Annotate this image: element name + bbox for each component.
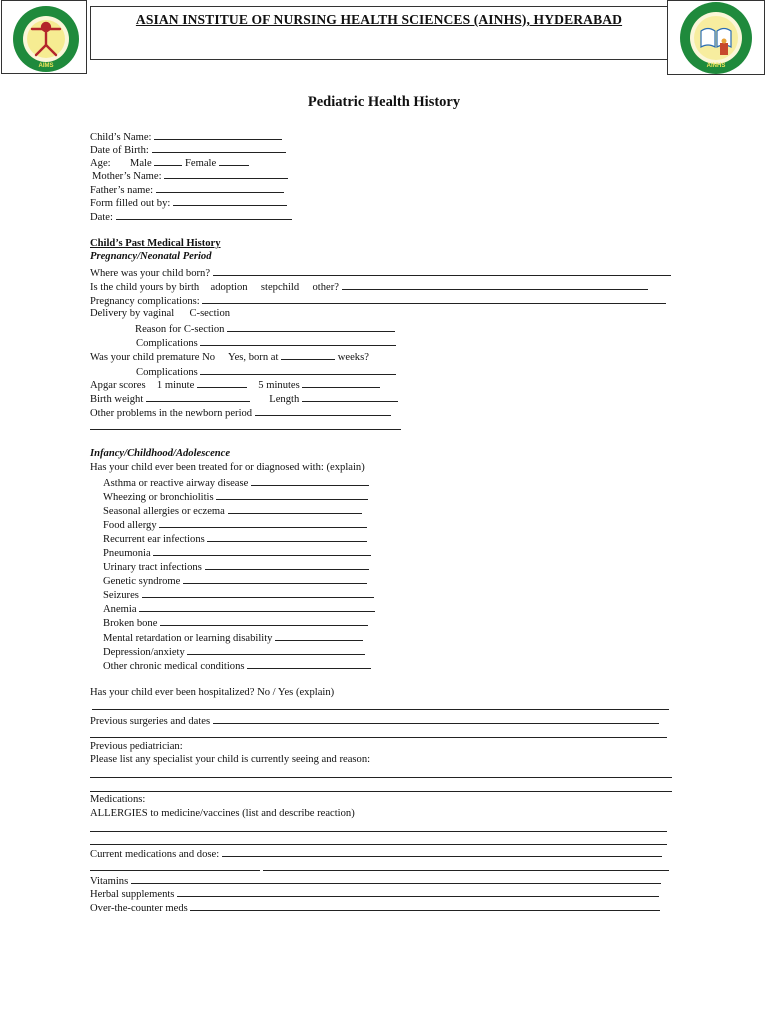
condition-label: Seasonal allergies or eczema: [103, 506, 225, 517]
condition-field[interactable]: [160, 616, 368, 626]
condition-row: [103, 560, 369, 574]
specialist-label: Please list any specialist your child is currently seeing and reason:: [90, 754, 371, 765]
yours-by-label: Is the child yours by: [90, 282, 177, 293]
mothers-name-field[interactable]: [164, 169, 288, 179]
condition-label: Urinary tract infections: [103, 562, 202, 573]
surgeries-line[interactable]: [90, 737, 667, 738]
condition-field[interactable]: [183, 574, 367, 584]
complications-label-1: Complications: [136, 338, 198, 349]
complications-row-2: [136, 365, 396, 379]
birth-label: birth: [179, 282, 200, 293]
infancy-question: Has your child ever been treated for or diagnosed with: (explain): [90, 462, 365, 473]
born-where-field[interactable]: [213, 266, 671, 276]
condition-field[interactable]: [247, 659, 371, 669]
delivery-row: [90, 308, 230, 320]
five-minutes-field[interactable]: [302, 378, 380, 388]
hospitalized-question: Has your child ever been hospitalized? No / Yes (explain): [90, 687, 335, 698]
childs-name-label: Child’s Name:: [90, 132, 152, 143]
medications-label: Medications:: [90, 794, 146, 805]
left-logo-box: [1, 0, 87, 74]
yes-born-at-label: Yes, born at: [228, 352, 279, 363]
current-meds-line-a[interactable]: [90, 870, 260, 871]
condition-row: [103, 532, 367, 546]
otc-row: [90, 901, 660, 915]
mothers-name-label: Mother’s Name:: [92, 171, 162, 182]
date-row: [90, 210, 292, 224]
condition-field[interactable]: [159, 518, 367, 528]
condition-row: [103, 659, 371, 673]
otc-field[interactable]: [190, 901, 660, 911]
condition-row: [103, 588, 374, 602]
childs-name-field[interactable]: [154, 130, 282, 140]
complications-field-2[interactable]: [200, 365, 396, 375]
institute-title-box: [90, 6, 668, 60]
condition-row: [103, 616, 368, 630]
born-where-row: [90, 266, 671, 280]
delivery-label: Delivery by: [90, 308, 141, 319]
condition-field[interactable]: [216, 490, 368, 500]
condition-field[interactable]: [153, 546, 371, 556]
other-field[interactable]: [342, 280, 648, 290]
condition-row: [103, 645, 365, 659]
other-problems-label: Other problems in the newborn period: [90, 408, 253, 419]
allergies-line-1[interactable]: [90, 831, 667, 832]
institute-name: ASIAN INSTITUE OF NURSING HEALTH SCIENCES (AINHS), HYDERABAD: [135, 12, 623, 27]
childs-name-row: [90, 130, 282, 144]
adoption-label: adoption: [210, 282, 248, 293]
svg-text:AIMS: AIMS: [38, 63, 54, 69]
csection-label: C-section: [189, 308, 231, 319]
condition-row: [103, 476, 369, 490]
reason-csection-label: Reason for C-section: [135, 324, 225, 335]
past-history-heading: Child’s Past Medical History: [90, 238, 221, 249]
complications-field-1[interactable]: [200, 336, 396, 346]
one-minute-label: 1 minute: [156, 380, 195, 391]
fathers-name-field[interactable]: [156, 183, 284, 193]
condition-label: Genetic syndrome: [103, 576, 181, 587]
condition-row: [103, 490, 368, 504]
specialist-line-1[interactable]: [90, 777, 672, 778]
vaginal-label: vaginal: [142, 308, 175, 319]
stepchild-label: stepchild: [260, 282, 300, 293]
herbal-label: Herbal supplements: [90, 889, 175, 900]
condition-row: [103, 518, 367, 532]
other-problems-row: [90, 406, 391, 420]
born-where-label: Where was your child born?: [90, 268, 211, 279]
condition-label: Food allergy: [103, 520, 157, 531]
condition-label: Wheezing or bronchiolitis: [103, 492, 214, 503]
ainhs-logo-icon: [668, 1, 766, 76]
condition-label: Pneumonia: [103, 548, 151, 559]
condition-label: Broken bone: [103, 618, 158, 629]
reason-csection-row: [135, 322, 395, 336]
complications-row-1: [136, 336, 396, 350]
female-field[interactable]: [219, 156, 249, 166]
female-label: Female: [185, 158, 217, 169]
condition-field[interactable]: [139, 602, 375, 612]
current-meds-label: Current medications and dose:: [90, 849, 220, 860]
herbal-row: [90, 887, 659, 901]
vitamins-row: [90, 874, 661, 888]
length-field[interactable]: [302, 392, 398, 402]
condition-field[interactable]: [142, 588, 374, 598]
pregnancy-comp-label: Pregnancy complications:: [90, 296, 200, 307]
weeks-label: weeks?: [337, 352, 369, 363]
date-label: Date:: [90, 212, 113, 223]
complications-label-2: Complications: [136, 367, 198, 378]
premature-label: Was your child premature: [90, 352, 200, 363]
pediatrician-label: Previous pediatrician:: [90, 741, 183, 752]
weeks-field[interactable]: [281, 350, 335, 360]
condition-row: [103, 574, 367, 588]
condition-label: Recurrent ear infections: [103, 534, 205, 545]
current-meds-line-b[interactable]: [263, 870, 669, 871]
condition-row: [103, 602, 375, 616]
apgar-row: [90, 378, 380, 392]
condition-field[interactable]: [187, 645, 365, 655]
condition-row: [103, 631, 363, 645]
condition-row: [103, 504, 362, 518]
current-meds-field[interactable]: [222, 847, 662, 857]
filled-by-row: [90, 196, 287, 210]
condition-label: Depression/anxiety: [103, 647, 185, 658]
fathers-name-row: [90, 183, 284, 197]
condition-field[interactable]: [251, 476, 369, 486]
vitamins-label: Vitamins: [90, 876, 129, 887]
reason-csection-field[interactable]: [227, 322, 395, 332]
condition-label: Asthma or reactive airway disease: [103, 478, 249, 489]
dob-row: [90, 143, 286, 157]
condition-field[interactable]: [205, 560, 369, 570]
herbal-field[interactable]: [177, 887, 659, 897]
birth-weight-label: Birth weight: [90, 394, 144, 405]
pregnancy-comp-field[interactable]: [202, 294, 666, 304]
form-title: Pediatric Health History: [307, 94, 461, 110]
other-label: other?: [312, 282, 339, 293]
apgar-label: Apgar scores: [90, 380, 146, 391]
premature-row: [90, 350, 369, 364]
age-row: [90, 156, 249, 170]
current-meds-row: [90, 847, 662, 861]
condition-label: Mental retardation or learning disability: [103, 633, 273, 644]
condition-label: Other chronic medical conditions: [103, 661, 245, 672]
infancy-heading: Infancy/Childhood/Adolescence: [90, 448, 231, 459]
date-field[interactable]: [116, 210, 292, 220]
male-field[interactable]: [154, 156, 182, 166]
dob-label: Date of Birth:: [90, 145, 149, 156]
length-label: Length: [269, 394, 300, 405]
allergies-label: ALLERGIES to medicine/vaccines (list and describe reaction): [90, 808, 355, 819]
mothers-name-row: [92, 169, 288, 183]
birth-weight-row: [90, 392, 398, 406]
condition-field[interactable]: [228, 504, 362, 514]
male-label: Male: [129, 158, 152, 169]
otc-label: Over-the-counter meds: [90, 903, 188, 914]
dob-field[interactable]: [152, 143, 286, 153]
allergies-line-2[interactable]: [90, 844, 667, 845]
aims-logo-icon: [2, 1, 88, 75]
surgeries-row: [90, 714, 659, 728]
right-logo-box: [667, 0, 765, 75]
other-problems-field[interactable]: [255, 406, 391, 416]
pregnancy-comp-row: [90, 294, 666, 308]
fathers-name-label: Father’s name:: [90, 185, 154, 196]
condition-field[interactable]: [275, 631, 363, 641]
yours-by-row: [90, 280, 648, 294]
specialist-line-2[interactable]: [90, 791, 672, 792]
pregnancy-subheading: Pregnancy/Neonatal Period: [90, 251, 212, 262]
condition-label: Anemia: [103, 604, 137, 615]
one-minute-field[interactable]: [197, 378, 247, 388]
condition-field[interactable]: [207, 532, 367, 542]
birth-weight-field[interactable]: [146, 392, 250, 402]
svg-text:AINHS: AINHS: [706, 63, 726, 69]
hospitalized-line[interactable]: [92, 709, 669, 710]
filled-by-label: Form filled out by:: [90, 198, 171, 209]
vitamins-field[interactable]: [131, 874, 661, 884]
condition-label: Seizures: [103, 590, 139, 601]
surgeries-label: Previous surgeries and dates: [90, 716, 211, 727]
surgeries-field[interactable]: [213, 714, 659, 724]
five-minutes-label: 5 minutes: [258, 380, 300, 391]
other-problems-line[interactable]: [90, 429, 401, 430]
no-label: No: [202, 352, 216, 363]
filled-by-field[interactable]: [173, 196, 287, 206]
age-label: Age:: [90, 158, 111, 169]
condition-row: [103, 546, 371, 560]
